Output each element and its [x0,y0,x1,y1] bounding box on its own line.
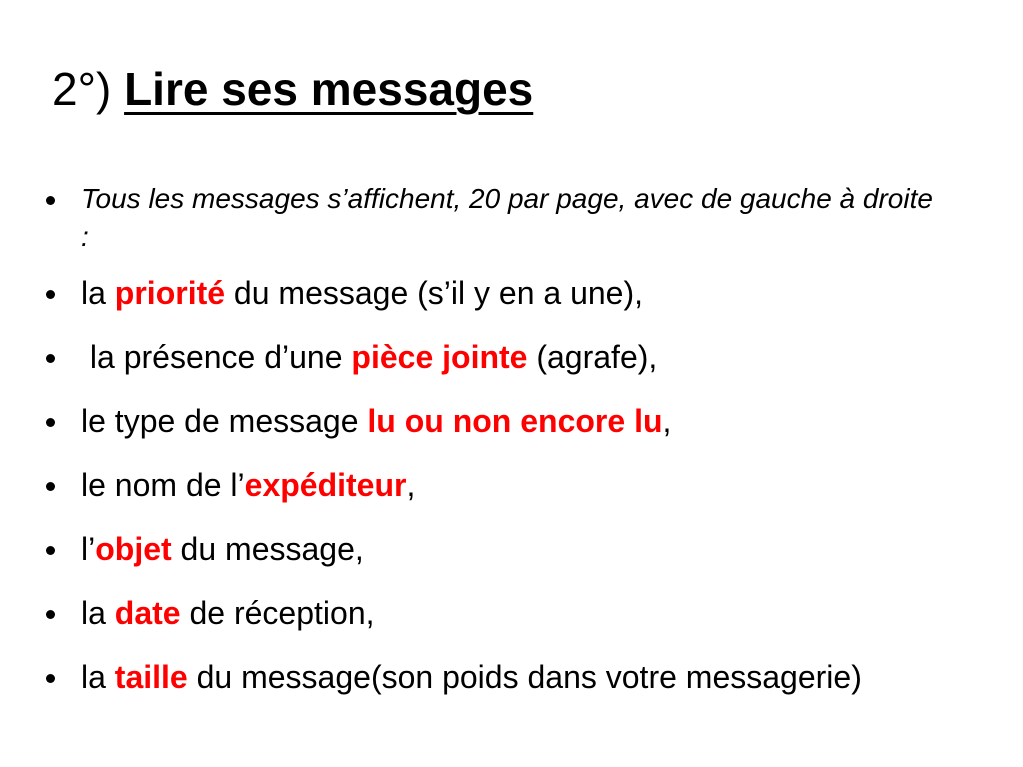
item-highlight: expéditeur [244,467,407,503]
bullet-icon [46,610,55,619]
bullet-icon [46,418,55,427]
intro-text: Tous les messages s’affichent, 20 par page, avec de gauche à droite : [81,183,933,252]
list-item-date [44,594,944,632]
item-text-after: (agrafe), [527,339,658,375]
item-text-after: du message (s’il y en a une), [225,275,644,311]
item-text-after: du message(son poids dans votre messagerie) [187,659,862,695]
item-text-before: l’ [81,531,96,567]
item-text-after: , [406,467,416,503]
bullet-icon [46,354,55,363]
bullet-icon [46,196,55,205]
list-item-priority [44,274,944,312]
bullet-icon [46,546,55,555]
title-number: 2°) [52,63,112,115]
list-item-size [44,658,944,696]
item-text-before: le nom de l’ [81,467,245,503]
item-text-before: la [81,595,115,631]
item-highlight: taille [114,659,188,695]
bullet-icon [46,290,55,299]
bullet-list [44,180,944,722]
bullet-icon [46,674,55,683]
item-text-before: le type de message [81,403,368,439]
list-item-read-status [44,402,944,440]
list-item-subject [44,530,944,568]
item-text-before: la présence d’une [81,339,352,375]
bullet-icon [46,482,55,491]
item-highlight: lu ou non encore lu [367,403,663,439]
item-text-after: du message, [171,531,364,567]
item-highlight: pièce jointe [351,339,528,375]
title-main: Lire ses messages [124,63,534,115]
item-text-before: la [81,659,115,695]
item-highlight: objet [95,531,172,567]
list-item-attachment [44,338,944,376]
slide-title [52,62,533,117]
item-highlight: priorité [114,275,226,311]
item-text-before: la [81,275,115,311]
intro-item [44,180,944,256]
list-item-sender [44,466,944,504]
item-text-after: de réception, [180,595,375,631]
item-highlight: date [114,595,181,631]
item-text-after: , [662,403,672,439]
